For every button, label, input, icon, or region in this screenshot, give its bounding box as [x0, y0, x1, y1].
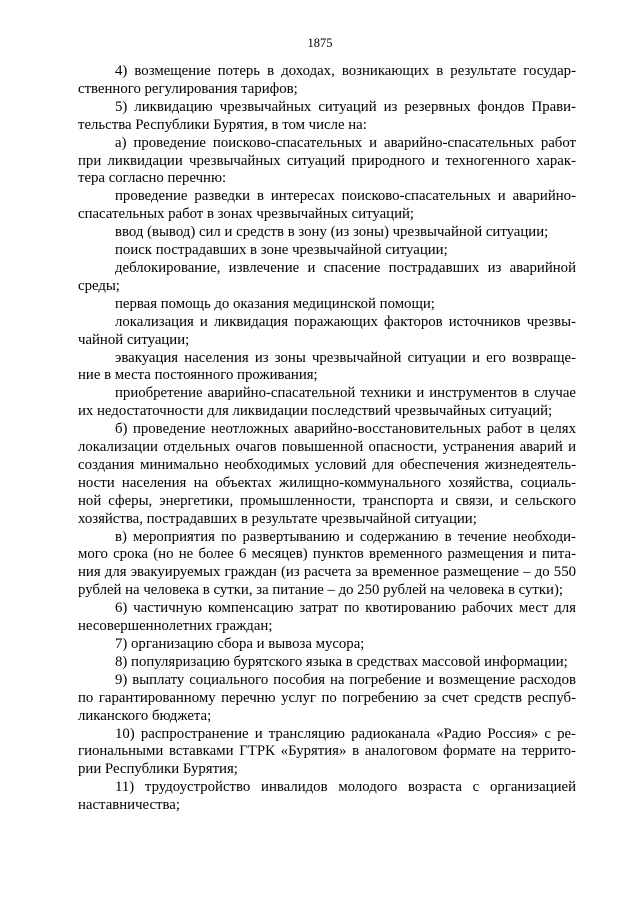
page-number: 1875 [307, 36, 333, 50]
paragraph-forces-entry: ввод (вывод) сил и средств в зону (из зоны) чрезвычайной ситуации; [115, 224, 549, 241]
paragraph-reconnaissance: проведение разведки в интересах поисково-спасательных и аварийно-спасательных работ в зонах чрезвычайных ситуаций; [78, 188, 576, 223]
paragraph-item-5: 5) ликвидацию чрезвычайных ситуаций из резервных фондов Прави-тельства Республики Бурятия, в том числе на: [78, 98, 576, 133]
paragraph-item-6: 6) частичную компенсацию затрат по квотированию рабочих мест для несовершеннолетних граждан; [78, 600, 576, 635]
paragraph-item-5a: а) проведение поисково-спасательных и аварийно-спасательных работ при ликвидации чрезвычайных ситуаций природного и техногенного харак-тера согласно перечню: [78, 134, 576, 187]
paragraph-item-10: 10) распространение и трансляцию радиоканала «Радио Россия» с ре-гиональными вставками ГТРК «Бурятия» в аналоговом формате на террито-рии Республики Бурятия; [78, 725, 576, 778]
paragraph-item-4: 4) возмещение потерь в доходах, возникающих в результате государ-ственного регулирования тарифов; [78, 63, 576, 97]
paragraph-item-8: 8) популяризацию бурятского языка в средствах массовой информации; [115, 653, 568, 670]
paragraph-item-7: 7) организацию сбора и вывоза мусора; [115, 636, 365, 652]
paragraph-rescue-victims: деблокирование, извлечение и спасение пострадавших из аварийной среды; [78, 259, 576, 294]
paragraph-equipment-purchase: приобретение аварийно-спасательной техники и инструментов в случае их недостаточности для ликвидации последствий чрезвычайных ситуаций; [78, 385, 576, 420]
paragraph-localization: локализация и ликвидация поражающих факторов источников чрезвы-чайной ситуации; [78, 313, 576, 348]
paragraph-item-5b: б) проведение неотложных аварийно-восстановительных работ в целях локализации отдельных очагов повышенной опасности, устранения аварий и создания минимально необходимых условий для обеспечения жизнедеятель-ности населения на объектах жилищно-коммунального хозяйства, социаль-ной сферы, энергетики, промышленности, транспорта и связи, и сельского хозяйства, пострадавших в результате чрезвычайной ситуации; [78, 421, 576, 527]
paragraph-item-9: 9) выплату социального пособия на погребение и возмещение расходов по гарантированному перечню услуг по погребению за счет средств респуб-ликанского бюджета; [78, 671, 576, 724]
document-body [78, 63, 576, 815]
paragraph-evacuation: эвакуация населения из зоны чрезвычайной ситуации и его возвраще-ние в места постоянного проживания; [78, 349, 576, 384]
paragraph-first-aid: первая помощь до оказания медицинской помощи; [115, 295, 435, 312]
paragraph-item-5v: в) мероприятия по развертыванию и содержанию в течение необходи-мого срока (но не более 6 месяцев) пунктов временного размещения и пита-ния для эвакуируемых граждан (из расчета за временное размещение – до 550 рублей на человека в сутки, за питание – до 250 рублей на человека в сутки); [78, 528, 576, 599]
paragraph-item-11: 11) трудоустройство инвалидов молодого возраста с организацией наставничества; [78, 779, 576, 814]
paragraph-search-victims: поиск пострадавших в зоне чрезвычайной ситуации; [115, 242, 448, 259]
